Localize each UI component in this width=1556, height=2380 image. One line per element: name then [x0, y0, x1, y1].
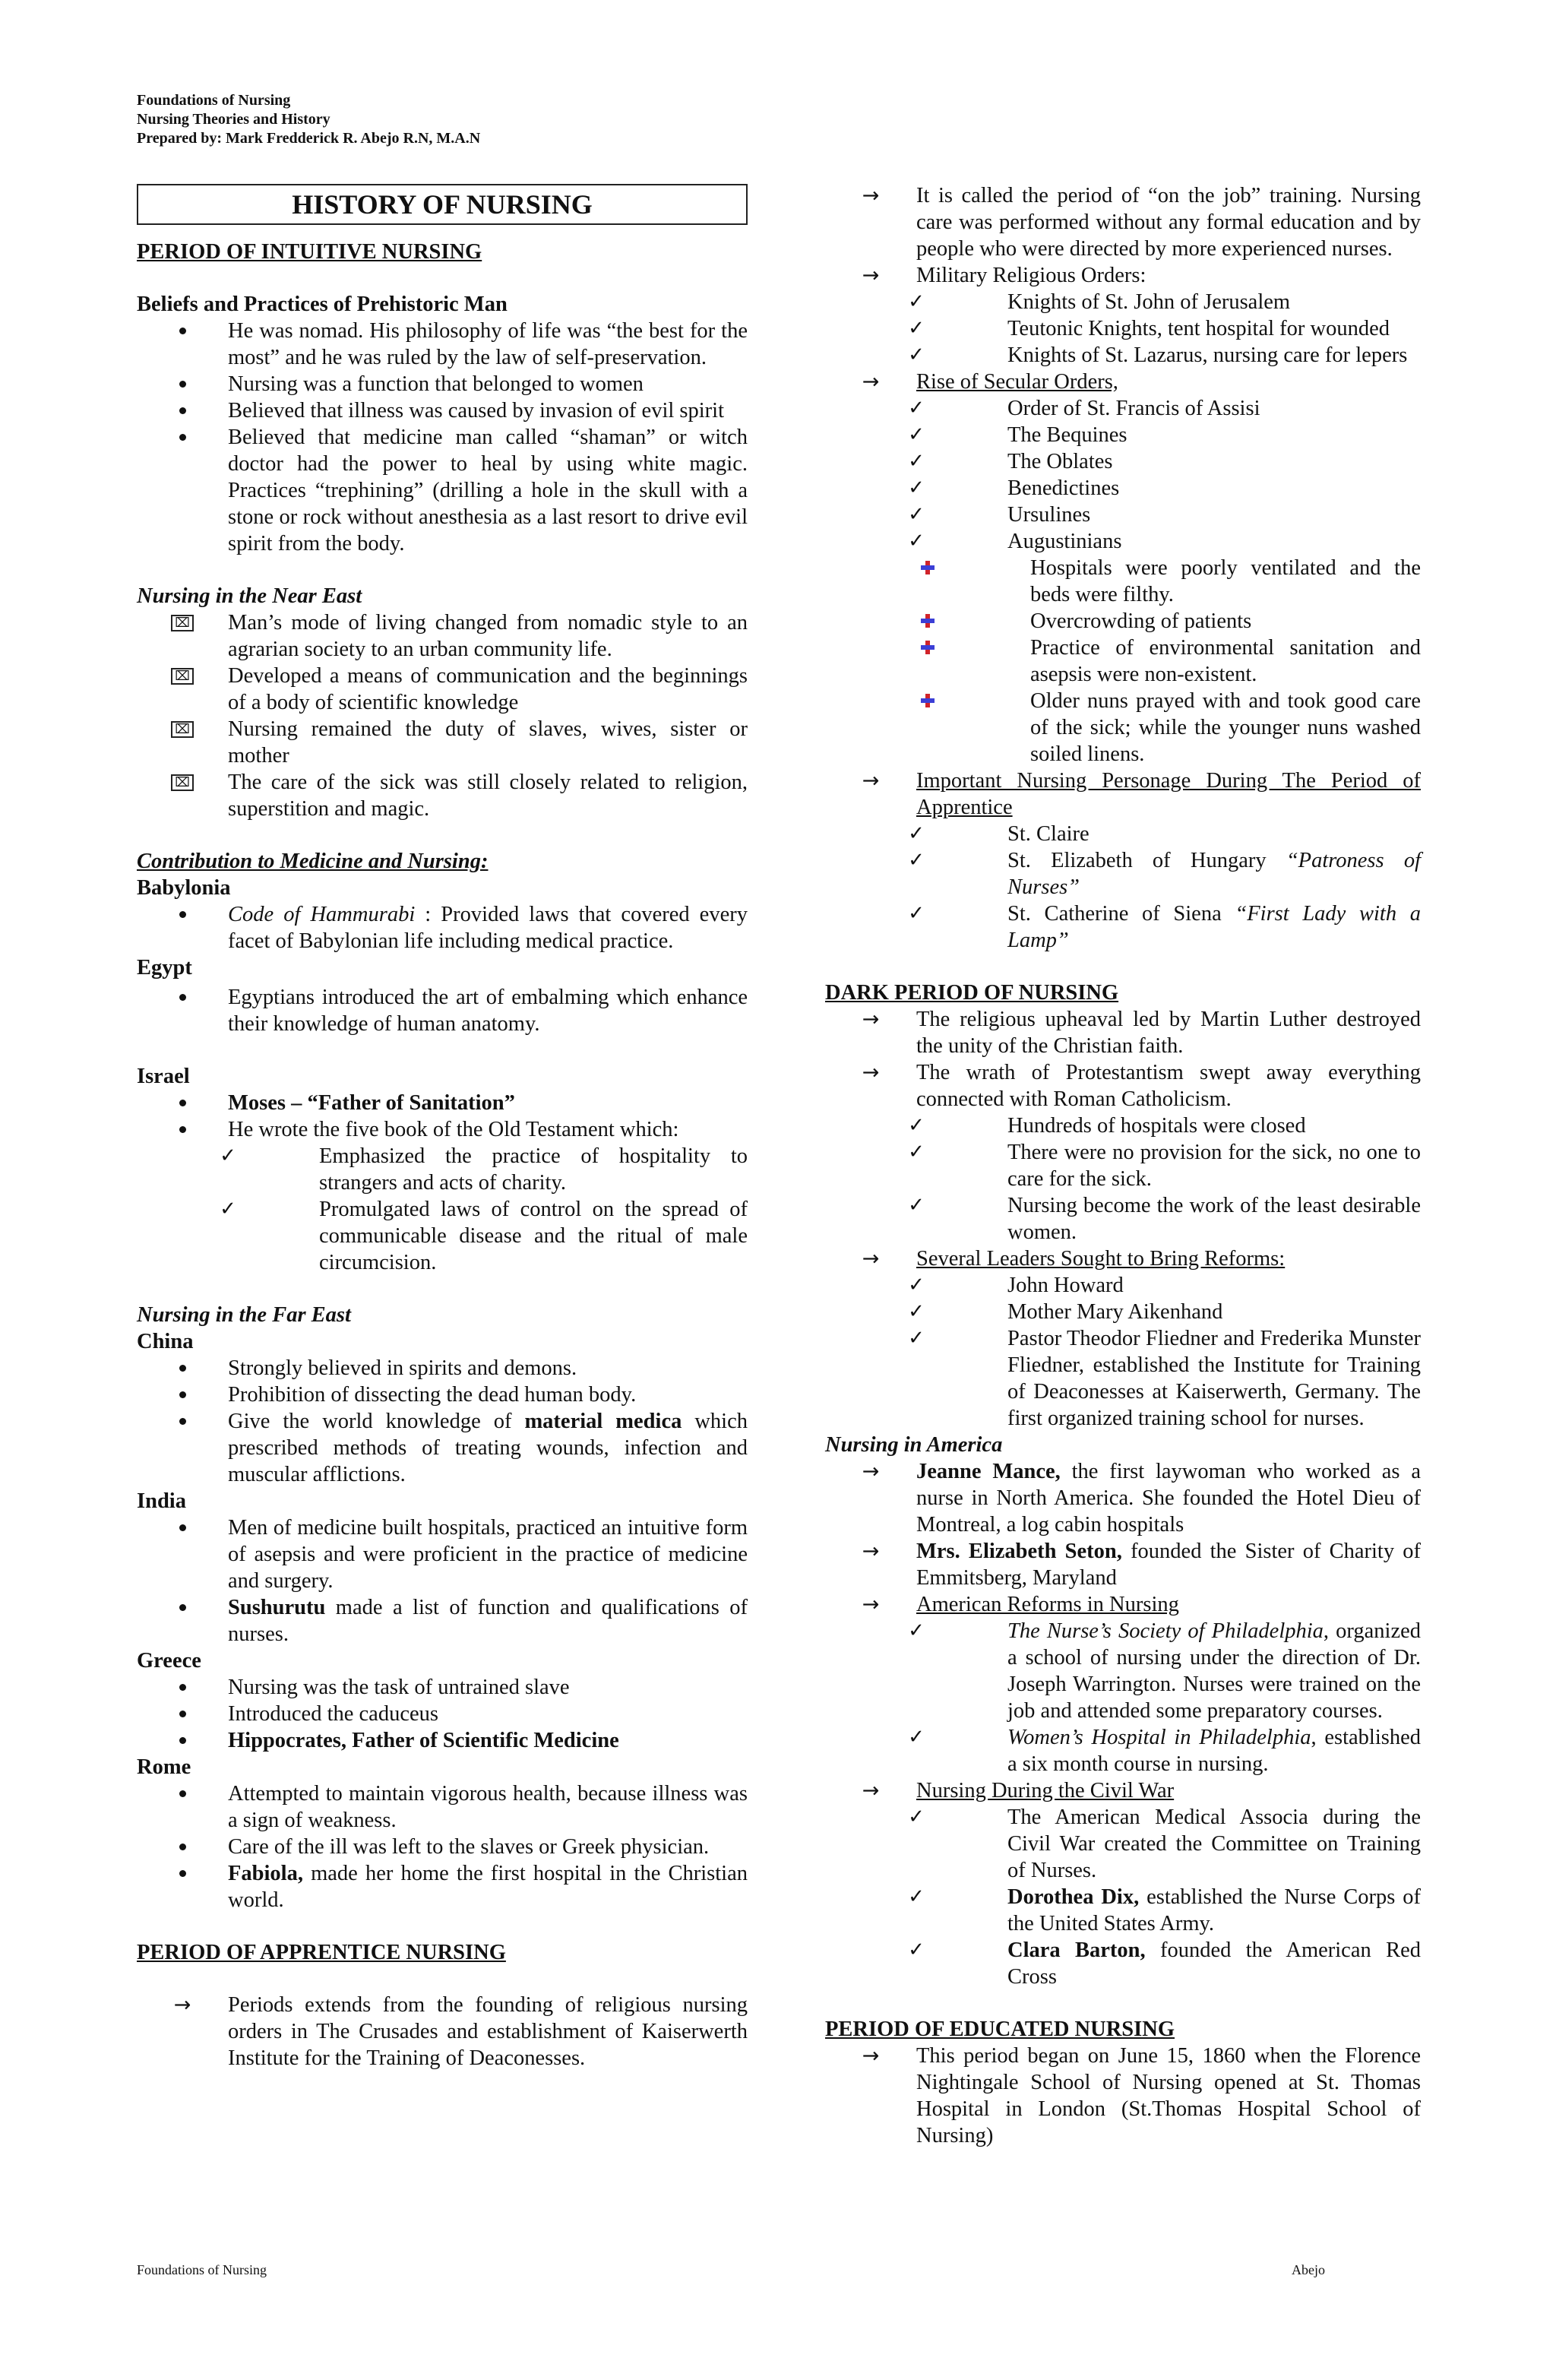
checkmark-icon: ✓: [908, 1274, 925, 1296]
list-item: → American Reforms in Nursing: [862, 1593, 1179, 1616]
subheading: Contribution to Medicine and Nursing:: [137, 850, 489, 873]
list-item: ✓ There were no provision for the sick, no one to care for the sick.: [908, 1141, 1421, 1191]
list-item: Strongly believed in spirits and demons.: [137, 1355, 748, 1381]
checkmark-icon: ✓: [908, 1194, 925, 1217]
list-item: ✓ Promulgated laws of control on the spread of communicable disease and the ritual of male circumcision.: [220, 1198, 748, 1274]
list-item: Practice of environmental sanitation and asepsis were non-existent.: [825, 635, 1421, 688]
list-item: → Several Leaders Sought to Bring Reforms:: [862, 1247, 1286, 1271]
list-item: → Nursing During the Civil War: [862, 1779, 1175, 1802]
list-item: ✓ Order of St. Francis of Assisi: [908, 397, 1260, 420]
list-item: ⌧ Man’s mode of living changed from nomadic style to an agrarian society to an urban community life.: [137, 609, 748, 663]
checkmark-icon: ✓: [908, 1806, 925, 1828]
list-item: ✓ Augustinians: [908, 530, 1122, 553]
subheading: Beliefs and Practices of Prehistoric Man: [137, 293, 508, 316]
region-label: India: [137, 1489, 186, 1513]
bullet-icon: [179, 1126, 186, 1133]
boxed-x-icon: ⌧: [171, 668, 194, 685]
arrow-right-icon: →: [862, 1779, 880, 1802]
section-heading: PERIOD OF APPRENTICE NURSING: [137, 1941, 506, 1964]
four-point-star-icon: [921, 694, 935, 707]
list-item: Prohibition of dissecting the dead human body.: [137, 1381, 748, 1408]
footer-right: Abejo: [1292, 2262, 1325, 2277]
section-heading: PERIOD OF EDUCATED NURSING: [825, 2018, 1175, 2041]
bullet-icon: [179, 1790, 186, 1797]
list-item: Moses – “Father of Sanitation”: [137, 1090, 748, 1116]
bullet-icon: [179, 1737, 186, 1744]
list-item: ✓ Dorothea Dix, established the Nurse Corps of the United States Army.: [908, 1885, 1421, 1935]
arrow-right-icon: →: [862, 1247, 880, 1271]
list-item: ⌧ Nursing remained the duty of slaves, wives, sister or mother: [137, 716, 748, 769]
checkmark-icon: ✓: [908, 1726, 925, 1749]
list-item: Hippocrates, Father of Scientific Medicine: [137, 1727, 748, 1754]
list-item: ✓ Mother Mary Aikenhand: [908, 1300, 1223, 1324]
list-item: Believed that medicine man called “shaman” or witch doctor had the power to heal by using white magic. Practices “trephining” (drilling a hole in the skull with a stone or rock without anesthesia as a last resort to drive evil spirit from the body.: [137, 424, 748, 557]
region-label: Egypt: [137, 956, 192, 980]
region-label: Israel: [137, 1065, 190, 1088]
checkmark-icon: ✓: [908, 450, 925, 473]
checkmark-icon: ✓: [908, 822, 925, 845]
bullet-icon: [179, 1365, 186, 1372]
list-item: Code of Hammurabi : Provided laws that covered every facet of Babylonian life including medical practice.: [137, 901, 748, 954]
list-item: → The religious upheaval led by Martin Luther destroyed the unity of the Christian faith.: [862, 1008, 1421, 1058]
checkmark-icon: ✓: [908, 1300, 925, 1323]
arrow-right-icon: →: [173, 1993, 191, 2017]
checkmark-icon: ✓: [908, 902, 925, 925]
list-item: → Mrs. Elizabeth Seton, founded the Sister of Charity of Emmitsberg, Maryland: [862, 1540, 1421, 1590]
list-item: → Rise of Secular Orders,: [862, 370, 1118, 394]
list-item: ✓ Ursulines: [908, 503, 1091, 527]
arrow-right-icon: →: [862, 264, 880, 287]
arrow-right-icon: →: [862, 1540, 880, 1563]
list-item: → This period began on June 15, 1860 when the Florence Nightingale School of Nursing opened at St. Thomas Hospital in London (St.Thomas Hospital School of Nursing): [862, 2044, 1421, 2147]
four-point-star-icon: [921, 641, 935, 654]
checkmark-icon: ✓: [908, 503, 925, 526]
checkmark-icon: ✓: [908, 1327, 925, 1350]
list-item: ✓ Benedictines: [908, 476, 1120, 500]
list-item: ⌧ The care of the sick was still closely related to religion, superstition and magic.: [137, 769, 748, 822]
checkmark-icon: ✓: [908, 290, 925, 313]
bullet-icon: [179, 1684, 186, 1691]
list-item: Care of the ill was left to the slaves or Greek physician.: [137, 1834, 748, 1860]
list-item: ✓ St. Claire: [908, 822, 1090, 846]
list-item: Nursing was a function that belonged to women: [137, 371, 748, 397]
region-label: Rome: [137, 1755, 191, 1779]
list-item: Believed that illness was caused by invasion of evil spirit: [137, 397, 748, 424]
checkmark-icon: ✓: [908, 1114, 925, 1137]
bullet-icon: [179, 434, 186, 441]
document-title: HISTORY OF NURSING: [137, 184, 748, 225]
bullet-icon: [179, 407, 186, 414]
footer-left: Foundations of Nursing: [137, 2262, 267, 2277]
arrow-right-icon: →: [862, 184, 880, 207]
list-item: He was nomad. His philosophy of life was “the best for the most” and he was ruled by the law of self-preservation.: [137, 318, 748, 371]
list-item: ✓ John Howard: [908, 1274, 1124, 1297]
subheading: Nursing in America: [825, 1433, 1003, 1457]
header-line: Prepared by: Mark Fredderick R. Abejo R.N, M.A.N: [137, 130, 481, 147]
list-item: Fabiola, made her home the first hospital in the Christian world.: [137, 1860, 748, 1913]
arrow-right-icon: →: [862, 769, 880, 793]
list-item: ✓ St. Catherine of Siena “First Lady with a Lamp”: [908, 902, 1421, 952]
list-item: → It is called the period of “on the job” training. Nursing care was performed without any formal education and by people who were directed by more experienced nurses.: [862, 184, 1421, 261]
checkmark-icon: ✓: [908, 1141, 925, 1163]
section-heading: PERIOD OF INTUITIVE NURSING: [137, 240, 482, 264]
list-item: ✓ Hundreds of hospitals were closed: [908, 1114, 1306, 1138]
list-item: ⌧ Developed a means of communication and the beginnings of a body of scientific knowledge: [137, 663, 748, 716]
checkmark-icon: ✓: [908, 397, 925, 419]
list-item: ✓ The American Medical Associa during the Civil War created the Committee on Training of Nurses.: [908, 1806, 1421, 1882]
checkmark-icon: ✓: [908, 423, 925, 446]
arrow-right-icon: →: [862, 1061, 880, 1084]
list-item: Men of medicine built hospitals, practiced an intuitive form of asepsis and were proficient in the practice of medicine and surgery.: [137, 1514, 748, 1594]
subheading: Nursing in the Near East: [137, 584, 362, 608]
list-item: ✓ The Bequines: [908, 423, 1127, 447]
arrow-right-icon: →: [862, 370, 880, 394]
list-item: ✓ Women’s Hospital in Philadelphia, established a six month course in nursing.: [908, 1726, 1421, 1776]
bullet-icon: [179, 1604, 186, 1611]
list-item: Hospitals were poorly ventilated and the beds were filthy.: [825, 555, 1421, 608]
right-column: [825, 182, 1421, 2149]
list-item: Egyptians introduced the art of embalming which enhance their knowledge of human anatomy.: [137, 984, 748, 1037]
list-item: ✓ Teutonic Knights, tent hospital for wounded: [908, 317, 1390, 340]
boxed-x-icon: ⌧: [171, 615, 194, 631]
list-item: → The wrath of Protestantism swept away everything connected with Roman Catholicism.: [862, 1061, 1421, 1111]
list-item: ✓ The Nurse’s Society of Philadelphia, organized a school of nursing under the direction of Dr. Joseph Warrington. Nurses were trained on the job and attended some preparatory courses.: [908, 1619, 1422, 1723]
checkmark-icon: ✓: [908, 1885, 925, 1908]
checkmark-icon: ✓: [220, 1198, 236, 1220]
checkmark-icon: ✓: [220, 1144, 236, 1167]
bullet-icon: [179, 911, 186, 918]
list-item: → Periods extends from the founding of religious nursing orders in The Crusades and establishment of Kaiserwerth Institute for the Training of Deaconesses.: [173, 1993, 748, 2070]
arrow-right-icon: →: [862, 2044, 880, 2068]
checkmark-icon: ✓: [908, 1938, 925, 1961]
bullet-icon: [179, 381, 186, 388]
bullet-icon: [179, 994, 186, 1001]
list-item: ✓ Knights of St. Lazarus, nursing care for lepers: [908, 343, 1408, 367]
checkmark-icon: ✓: [908, 476, 925, 499]
bullet-icon: [179, 1870, 186, 1877]
checkmark-icon: ✓: [908, 317, 925, 340]
list-item: → Jeanne Mance, the first laywoman who worked as a nurse in North America. She founded the Hotel Dieu of Montreal, a log cabin hospitals: [862, 1460, 1421, 1537]
bullet-icon: [179, 1711, 186, 1717]
four-point-star-icon: [921, 561, 935, 574]
section-heading: DARK PERIOD OF NURSING: [825, 981, 1119, 1005]
header-line: Foundations of Nursing: [137, 92, 291, 109]
bullet-icon: [179, 328, 186, 334]
list-item: ✓ Clara Barton, founded the American Red Cross: [908, 1938, 1421, 1989]
checkmark-icon: ✓: [908, 1619, 925, 1642]
list-item: ✓ Knights of St. John of Jerusalem: [908, 290, 1291, 314]
list-item: Overcrowding of patients: [825, 608, 1421, 635]
bullet-icon: [179, 1844, 186, 1850]
document-header: [137, 91, 480, 148]
list-item: Give the world knowledge of material medica which prescribed methods of treating wounds, infection and muscular afflictions.: [137, 1408, 748, 1488]
checkmark-icon: ✓: [908, 849, 925, 872]
bullet-icon: [179, 1100, 186, 1106]
list-item: → Important Nursing Personage During The Period of Apprentice: [862, 769, 1421, 819]
bullet-icon: [179, 1524, 186, 1531]
header-line: Nursing Theories and History: [137, 111, 330, 128]
checkmark-icon: ✓: [908, 530, 925, 552]
list-item: → Military Religious Orders:: [862, 264, 1146, 287]
bullet-icon: [179, 1418, 186, 1425]
list-item: ✓ Emphasized the practice of hospitality to strangers and acts of charity.: [220, 1144, 748, 1195]
list-item: Introduced the caduceus: [137, 1701, 748, 1727]
arrow-right-icon: →: [862, 1593, 880, 1616]
list-item: He wrote the five book of the Old Testament which:: [137, 1116, 748, 1143]
list-item: Older nuns prayed with and took good care of the sick; while the younger nuns washed soiled linens.: [825, 688, 1421, 767]
region-label: Babylonia: [137, 876, 231, 900]
list-item: ✓ Nursing become the work of the least desirable women.: [908, 1194, 1421, 1244]
region-label: Greece: [137, 1649, 201, 1673]
left-column: [137, 182, 748, 2071]
region-label: China: [137, 1330, 194, 1353]
bullet-icon: [179, 1391, 186, 1398]
four-point-star-icon: [921, 614, 935, 628]
boxed-x-icon: ⌧: [171, 774, 194, 791]
arrow-right-icon: →: [862, 1008, 880, 1031]
arrow-right-icon: →: [862, 1460, 880, 1483]
checkmark-icon: ✓: [908, 343, 925, 366]
list-item: ✓ The Oblates: [908, 450, 1113, 473]
list-item: ✓ Pastor Theodor Fliedner and Frederika Munster Fliedner, established the Institute for Training of Deaconesses at Kaiserwerth, Germany. The first organized training school for nurses.: [908, 1327, 1421, 1430]
list-item: Attempted to maintain vigorous health, because illness was a sign of weakness.: [137, 1780, 748, 1834]
list-item: Nursing was the task of untrained slave: [137, 1674, 748, 1701]
list-item: Sushurutu made a list of function and qualifications of nurses.: [137, 1594, 748, 1647]
subheading: Nursing in the Far East: [137, 1303, 351, 1327]
list-item: ✓ St. Elizabeth of Hungary “Patroness of Nurses”: [908, 849, 1421, 899]
boxed-x-icon: ⌧: [171, 721, 194, 738]
